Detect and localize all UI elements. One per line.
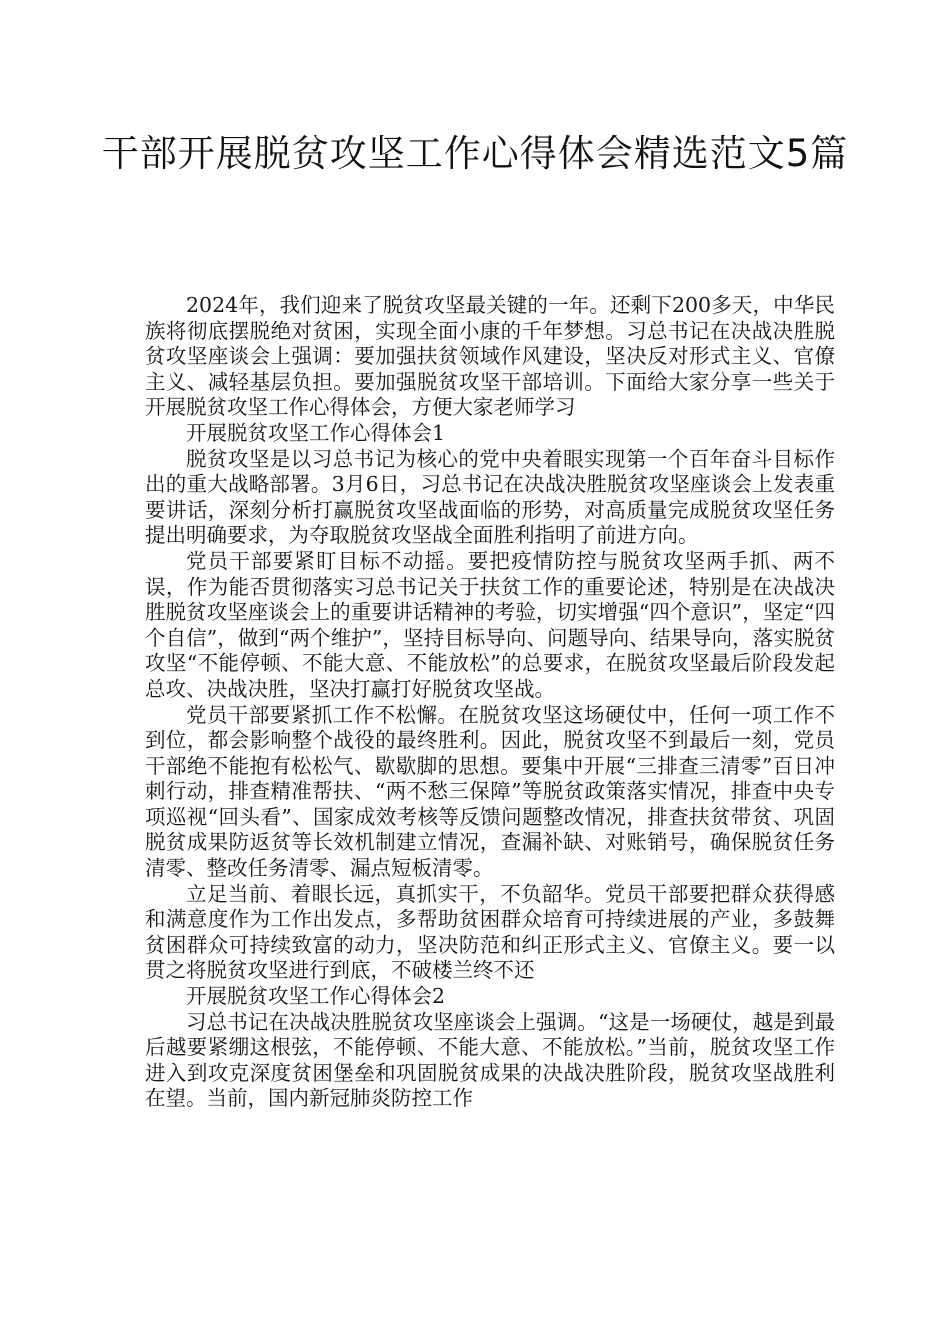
section-heading-2: 开展脱贫攻坚工作心得体会2: [186, 984, 446, 1009]
body-paragraph: 脱贫攻坚是以习总书记为核心的党中央着眼实现第一个百年奋斗目标作出的重大战略部署。3月6日，习总书记在决战决胜脱贫攻坚座谈会上发表重要讲话，深刻分析打赢脱贫攻坚战面临的形势，对高质量完成脱贫攻坚任务提出明确要求，为夺取脱贫攻坚战全面胜利指明了前进方向。: [145, 446, 835, 548]
document-title: 干部开展脱贫攻坚工作心得体会精选范文5篇: [101, 132, 849, 175]
body-paragraph: 习总书记在决战决胜脱贫攻坚座谈会上强调。“这是一场硬仗，越是到最后越要紧绷这根弦，不能停顿、不能大意、不能放松。”当前，脱贫攻坚工作进入到攻克深度贫困堡垒和巩固脱贫成果的决战决胜阶段，脱贫攻坚战胜利在望。当前，国内新冠肺炎防控工作: [145, 1009, 835, 1111]
document-body: [145, 293, 835, 1112]
body-paragraph: 立足当前、着眼长远，真抓实干，不负韶华。党员干部要把群众获得感和满意度作为工作出发点，多帮助贫困群众培育可持续进展的产业，多鼓舞贫困群众可持续致富的动力，坚决防范和纠正形式主义、官僚主义。要一以贯之将脱贫攻坚进行到底，不破楼兰终不还: [145, 881, 835, 983]
section-heading-1: 开展脱贫攻坚工作心得体会1: [186, 420, 446, 445]
intro-paragraph: 2024年，我们迎来了脱贫攻坚最关键的一年。还剩下200多天，中华民族将彻底摆脱绝对贫困，实现全面小康的千年梦想。习总书记在决战决胜脱贫攻坚座谈会上强调：要加强扶贫领域作风建设，坚决反对形式主义、官僚主义、减轻基层负担。要加强脱贫攻坚干部培训。下面给大家分享一些关于开展脱贫攻坚工作心得体会，方便大家老师学习: [145, 293, 835, 420]
body-paragraph: 党员干部要紧抓工作不松懈。在脱贫攻坚这场硬仗中，任何一项工作不到位，都会影响整个战役的最终胜利。因此，脱贫攻坚不到最后一刻，党员干部绝不能抱有松松气、歇歇脚的思想。要集中开展“三排查三清零”百日冲刺行动，排查精准帮扶、“两不愁三保障”等脱贫政策落实情况，排查中央专项巡视“回头看”、国家成效考核等反馈问题整改情况，排查扶贫带贫、巩固脱贫成果防返贫等长效机制建立情况，查漏补缺、对账销号，确保脱贫任务清零、整改任务清零、漏点短板清零。: [145, 702, 835, 881]
body-paragraph: 党员干部要紧盯目标不动摇。要把疫情防控与脱贫攻坚两手抓、两不误，作为能否贯彻落实习总书记关于扶贫工作的重要论述，特别是在决战决胜脱贫攻坚座谈会上的重要讲话精神的考验，切实增强“四个意识”，坚定“四个自信”，做到“两个维护”，坚持目标导向、问题导向、结果导向，落实脱贫攻坚“不能停顿、不能大意、不能放松”的总要求，在脱贫攻坚最后阶段发起总攻、决战决胜，坚决打赢打好脱贫攻坚战。: [145, 548, 835, 701]
